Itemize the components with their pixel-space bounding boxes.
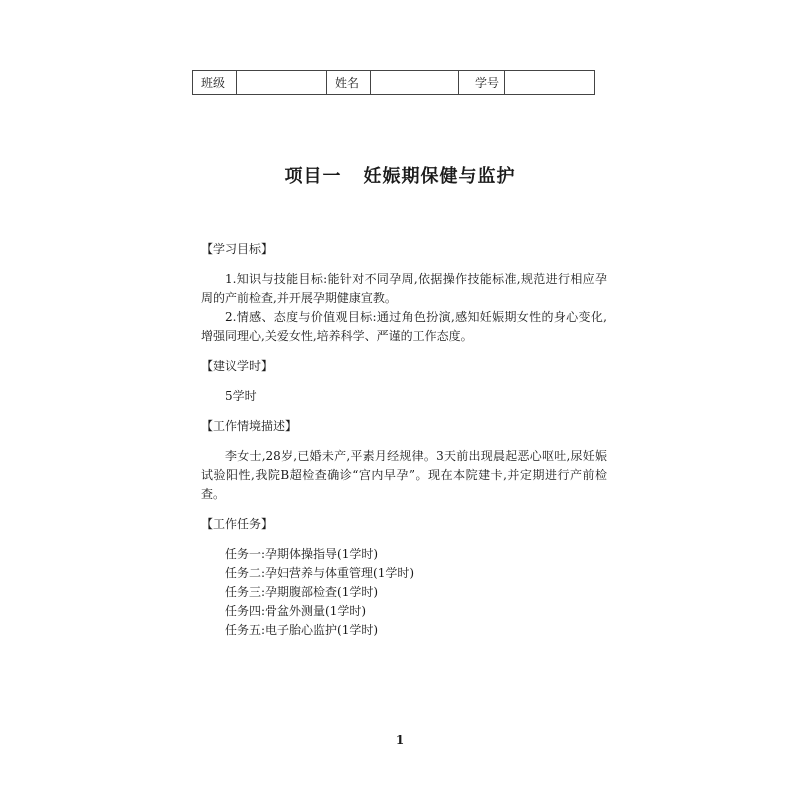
class-field[interactable] [237,71,327,95]
task-item-3: 任务三:孕期腹部检查(1学时) [225,585,379,599]
name-label: 姓名 [327,71,371,95]
page-title [0,162,800,188]
task-item-1: 任务一:孕期体操指导(1学时) [225,547,379,561]
task-item-4: 任务四:骨盆外测量(1学时) [225,604,367,618]
hours-heading: 【建议学时】 [201,359,274,373]
student-info-row [193,71,595,95]
goals-paragraph-1: 1.知识与技能目标:能针对不同孕周,依据操作技能标准,规范进行相应孕周的产前检查,并开展孕期健康宣教。 [201,272,607,305]
page-number: 1 [395,733,405,747]
scenario-heading: 【工作情境描述】 [201,419,298,433]
scenario-paragraph: 李女士,28岁,已婚未产,平素月经规律。3天前出现晨起恶心呕吐,尿妊娠试验阳性,我院B超检查确诊“宫内早孕”。现在本院建卡,并定期进行产前检查。 [201,449,607,501]
tasks-heading: 【工作任务】 [201,517,274,531]
goals-heading: 【学习目标】 [201,242,274,256]
project-name: 妊娠期保健与监护 [363,166,516,187]
class-label: 班级 [193,71,237,95]
student-info-table [192,70,595,95]
task-item-2: 任务二:孕妇营养与体重管理(1学时) [225,566,415,580]
name-field[interactable] [371,71,459,95]
task-item-5: 任务五:电子胎心监护(1学时) [225,623,379,637]
main-content [201,240,607,640]
student-id-field[interactable] [505,71,595,95]
goals-paragraph-2: 2.情感、态度与价值观目标:通过角色扮演,感知妊娠期女性的身心变化,增强同理心,关爱女性,培养科学、严谨的工作态度。 [201,310,607,343]
student-id-label: 学号 [459,71,505,95]
hours-value: 5学时 [225,389,257,403]
project-number: 项目一 [284,166,342,187]
